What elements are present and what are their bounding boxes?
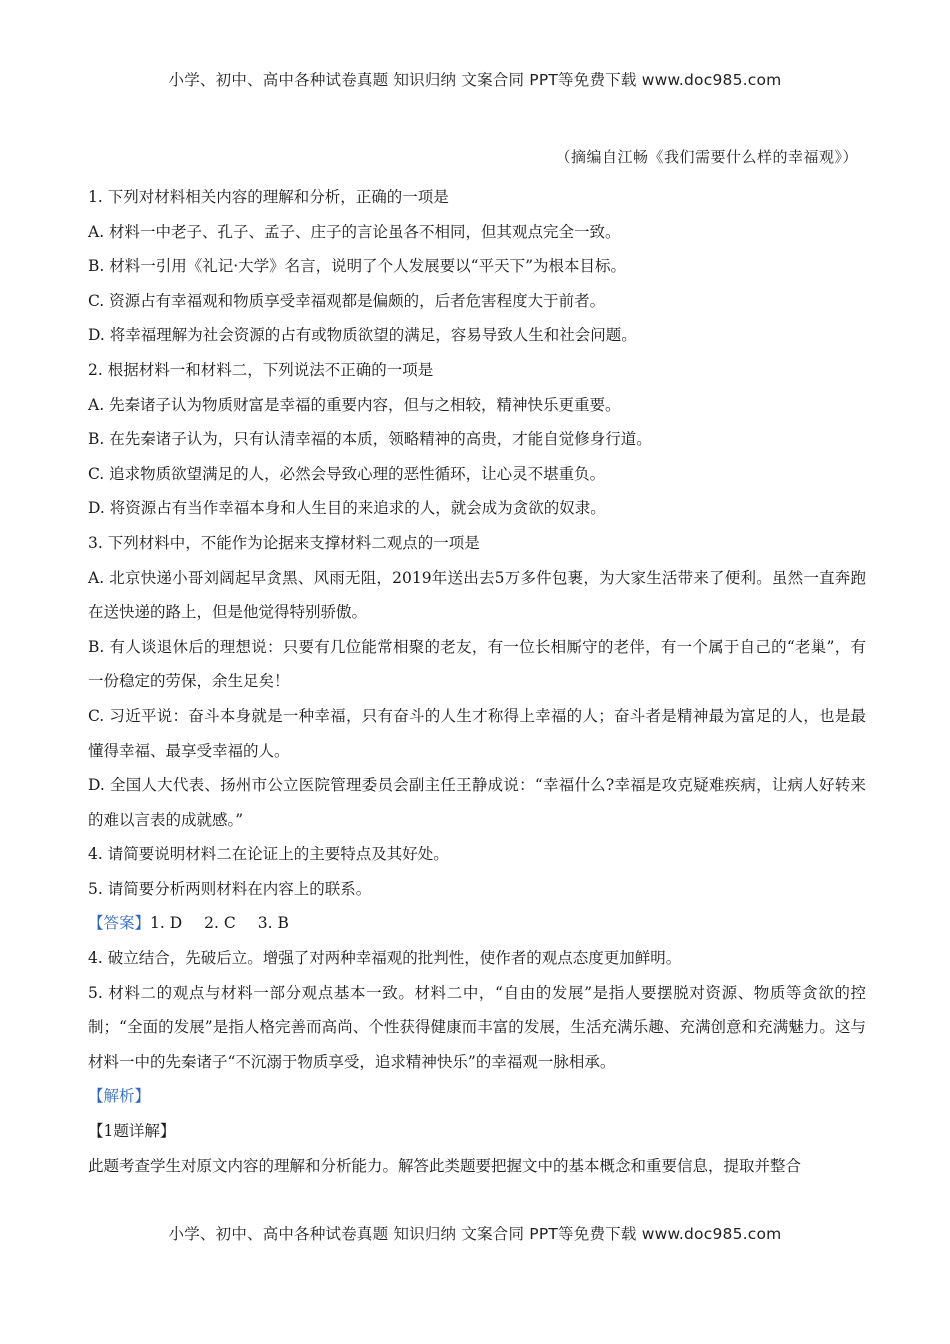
option: D. 全国人大代表、扬州市公立医院管理委员会副主任王静成说：“幸福什么?幸福是攻克疑难疾病，让病人好转来的难以言表的成就感。” (88, 776, 866, 829)
answer-mc: 3. B (257, 914, 289, 933)
option: B. 材料一引用《礼记·大学》名言，说明了个人发展要以“平天下”为根本目标。 (88, 257, 627, 276)
option: B. 在先秦诸子认为，只有认清幸福的本质，领略精神的高贵，才能自觉修身行道。 (88, 430, 652, 449)
header-banner: 小学、初中、高中各种试卷真题 知识归纳 文案合同 PPT等免费下载 www.doc985.com (168, 71, 782, 89)
option: C. 习近平说：奋斗本身就是一种幸福，只有奋斗的人生才称得上幸福的人；奋斗者是精神最为富足的人，也是最懂得幸福、最享受幸福的人。 (88, 706, 866, 760)
option: D. 将资源占有当作幸福本身和人生目的来追求的人，就会成为贪欲的奴隶。 (88, 499, 606, 518)
question-stem: 3. 下列材料中，不能作为论据来支撑材料二观点的一项是 (88, 533, 480, 552)
footer-banner: 小学、初中、高中各种试卷真题 知识归纳 文案合同 PPT等免费下载 www.doc985.com (168, 1225, 782, 1243)
answer-mc: 1. D (150, 914, 183, 933)
option: C. 追求物质欲望满足的人，必然会导致心理的恶性循环，让心灵不堪重负。 (88, 464, 606, 483)
source-note: （摘编自江畅《我们需要什么样的幸福观》） (555, 148, 858, 166)
answer-q4: 4. 破立结合，先破后立。增强了对两种幸福观的批判性，使作者的观点态度更加鲜明。 (88, 949, 682, 968)
option: A. 材料一中老子、孔子、孟子、庄子的言论虽各不相同，但其观点完全一致。 (88, 222, 621, 241)
option: D. 将幸福理解为社会资源的占有或物质欲望的满足，容易导致人生和社会问题。 (88, 326, 637, 345)
analysis-text: 此题考查学生对原文内容的理解和分析能力。解答此类题要把握文中的基本概念和重要信息，提取并整合 (88, 1156, 802, 1175)
option: A. 北京快递小哥刘阔起早贪黑、风雨无阻，2019年送出去5万多件包裹，为大家生活带来了便利。虽然一直奔跑在送快递的路上，但是他觉得特别骄傲。 (88, 568, 866, 622)
question-stem: 5. 请简要分析两则材料在内容上的联系。 (88, 879, 372, 898)
option: C. 资源占有幸福观和物质享受幸福观都是偏颇的，后者危害程度大于前者。 (88, 291, 606, 310)
option: B. 有人谈退休后的理想说：只要有几位能常相聚的老友，有一位长相厮守的老伴，有一个属于自己的“老巢”，有一份稳定的劳保，余生足矣！ (88, 637, 866, 691)
document-body (88, 180, 866, 1183)
analysis-subtitle: 【1题详解】 (88, 1122, 176, 1141)
analysis-tag: 【解析】 (88, 1087, 151, 1106)
question-stem: 4. 请简要说明材料二在论证上的主要特点及其好处。 (88, 845, 449, 864)
answer-mc: 2. C (204, 914, 236, 933)
answer-q5: 5. 材料二的观点与材料一部分观点基本一致。材料二中，“自由的发展”是指人要摆脱对资源、物质等贪欲的控制；“全面的发展”是指人格完善而高尚、个性获得健康而丰富的发展，生活充满乐趣、充满创意和充满魅力。这与材料一中的先秦诸子“不沉溺于物质享受，追求精神快乐”的幸福观一脉相承。 (88, 983, 866, 1071)
option: A. 先秦诸子认为物质财富是幸福的重要内容，但与之相较，精神快乐更重要。 (88, 395, 621, 414)
answer-line (88, 906, 866, 941)
answer-tag: 【答案】 (88, 914, 151, 933)
question-stem: 1. 下列对材料相关内容的理解和分析，正确的一项是 (88, 188, 449, 206)
question-stem: 2. 根据材料一和材料二，下列说法不正确的一项是 (88, 360, 434, 379)
